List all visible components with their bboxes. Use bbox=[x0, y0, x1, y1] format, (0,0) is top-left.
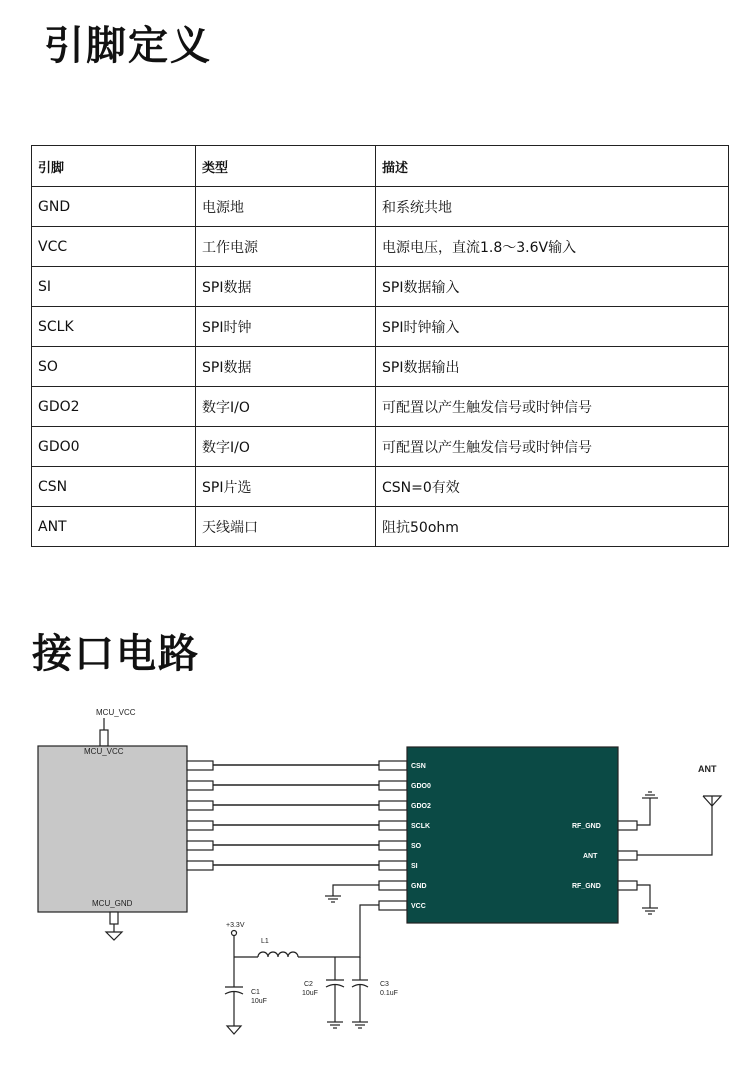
cell-pin: GDO0 bbox=[32, 427, 196, 467]
module-pin-si: SI bbox=[411, 863, 418, 870]
module-pin-csn: CSN bbox=[411, 763, 426, 770]
mcu-ground-icon bbox=[106, 932, 122, 940]
table-row bbox=[32, 267, 729, 307]
cell-description: SPI数据输出 bbox=[376, 347, 729, 387]
module-pin-rf-gnd-1: RF_GND bbox=[572, 823, 601, 830]
rf-gnd-1-wire bbox=[637, 798, 650, 825]
cell-type: SPI片选 bbox=[196, 467, 376, 507]
table-header-row bbox=[32, 146, 729, 187]
cell-type: 工作电源 bbox=[196, 227, 376, 267]
table-row bbox=[32, 227, 729, 267]
table-row bbox=[32, 467, 729, 507]
cell-description: 电源电压，直流1.8～3.6V输入 bbox=[376, 227, 729, 267]
cell-description: 和系统共地 bbox=[376, 187, 729, 227]
supply-terminal bbox=[232, 931, 237, 936]
cell-type: SPI数据 bbox=[196, 267, 376, 307]
rf-ground-icon-top bbox=[642, 792, 658, 798]
cell-type: 天线端口 bbox=[196, 507, 376, 547]
interface-circuit-diagram bbox=[0, 700, 750, 1070]
cell-description: SPI时钟输入 bbox=[376, 307, 729, 347]
cell-type: SPI数据 bbox=[196, 347, 376, 387]
cell-description: 可配置以产生触发信号或时钟信号 bbox=[376, 387, 729, 427]
rf-module-block bbox=[407, 747, 618, 923]
table-row bbox=[32, 427, 729, 467]
mcu-pins bbox=[187, 761, 213, 870]
c3-value: 0.1uF bbox=[380, 990, 398, 997]
cell-pin: SCLK bbox=[32, 307, 196, 347]
mcu-vcc-inner-label: MCU_VCC bbox=[84, 747, 124, 756]
cell-pin: SO bbox=[32, 347, 196, 387]
c3-ground-icon bbox=[352, 1022, 368, 1028]
supply-label: +3.3V bbox=[226, 922, 245, 929]
module-ground-icon bbox=[325, 896, 341, 902]
cell-type: SPI时钟 bbox=[196, 307, 376, 347]
table-row bbox=[32, 307, 729, 347]
header-description: 描述 bbox=[376, 146, 729, 187]
section-title-interface-circuit: 接口电路 bbox=[32, 631, 200, 677]
module-right-pins bbox=[618, 821, 637, 890]
inductor-label: L1 bbox=[261, 938, 269, 945]
module-gnd-wire bbox=[333, 885, 379, 896]
table-row bbox=[32, 507, 729, 547]
module-pin-gdo2: GDO2 bbox=[411, 803, 431, 810]
cell-pin: VCC bbox=[32, 227, 196, 267]
module-pin-rf-gnd-2: RF_GND bbox=[572, 883, 601, 890]
c3-name: C3 bbox=[380, 981, 389, 988]
rf-ground-icon-bottom bbox=[642, 908, 658, 914]
header-type: 类型 bbox=[196, 146, 376, 187]
mcu-block bbox=[38, 746, 187, 912]
cell-type: 电源地 bbox=[196, 187, 376, 227]
cell-pin: GND bbox=[32, 187, 196, 227]
c2-ground-icon bbox=[327, 1022, 343, 1028]
pin-definition-table bbox=[31, 145, 729, 547]
table-row bbox=[32, 387, 729, 427]
page-title-pin-definition: 引脚定义 bbox=[44, 23, 212, 69]
c1-value: 10uF bbox=[251, 998, 267, 1005]
mcu-vcc-label: MCU_VCC bbox=[96, 708, 136, 717]
header-pin: 引脚 bbox=[32, 146, 196, 187]
module-pin-sclk: SCLK bbox=[411, 823, 431, 830]
cell-pin: SI bbox=[32, 267, 196, 307]
table-row bbox=[32, 347, 729, 387]
cell-pin: CSN bbox=[32, 467, 196, 507]
cell-description: SPI数据输入 bbox=[376, 267, 729, 307]
table-row bbox=[32, 187, 729, 227]
vcc-supply-wire bbox=[298, 905, 379, 957]
cell-description: 阻抗50ohm bbox=[376, 507, 729, 547]
module-pin-ant: ANT bbox=[583, 853, 598, 860]
antenna-icon bbox=[703, 796, 721, 806]
c2-name: C2 bbox=[304, 981, 313, 988]
cell-description: 可配置以产生触发信号或时钟信号 bbox=[376, 427, 729, 467]
cell-type: 数字I/O bbox=[196, 427, 376, 467]
c2-value: 10uF bbox=[302, 990, 318, 997]
module-pin-vcc: VCC bbox=[411, 903, 426, 910]
mcu-gnd-label: MCU_GND bbox=[92, 899, 133, 908]
ant-wire bbox=[637, 806, 712, 855]
module-pin-gnd: GND bbox=[411, 883, 427, 890]
antenna-label: ANT bbox=[698, 764, 717, 774]
cell-type: 数字I/O bbox=[196, 387, 376, 427]
module-pin-gdo0: GDO0 bbox=[411, 783, 431, 790]
mcu-vcc-pin bbox=[100, 730, 108, 746]
c1-name: C1 bbox=[251, 989, 260, 996]
signal-wires bbox=[213, 765, 379, 865]
mcu-gnd-pin bbox=[110, 912, 118, 924]
cell-pin: GDO2 bbox=[32, 387, 196, 427]
module-pin-so: SO bbox=[411, 843, 422, 850]
module-left-pins bbox=[379, 761, 407, 910]
rf-gnd-2-wire bbox=[637, 885, 650, 908]
cell-pin: ANT bbox=[32, 507, 196, 547]
inductor-l1 bbox=[258, 952, 298, 957]
cell-description: CSN=0有效 bbox=[376, 467, 729, 507]
c1-ground-icon bbox=[227, 1026, 241, 1034]
